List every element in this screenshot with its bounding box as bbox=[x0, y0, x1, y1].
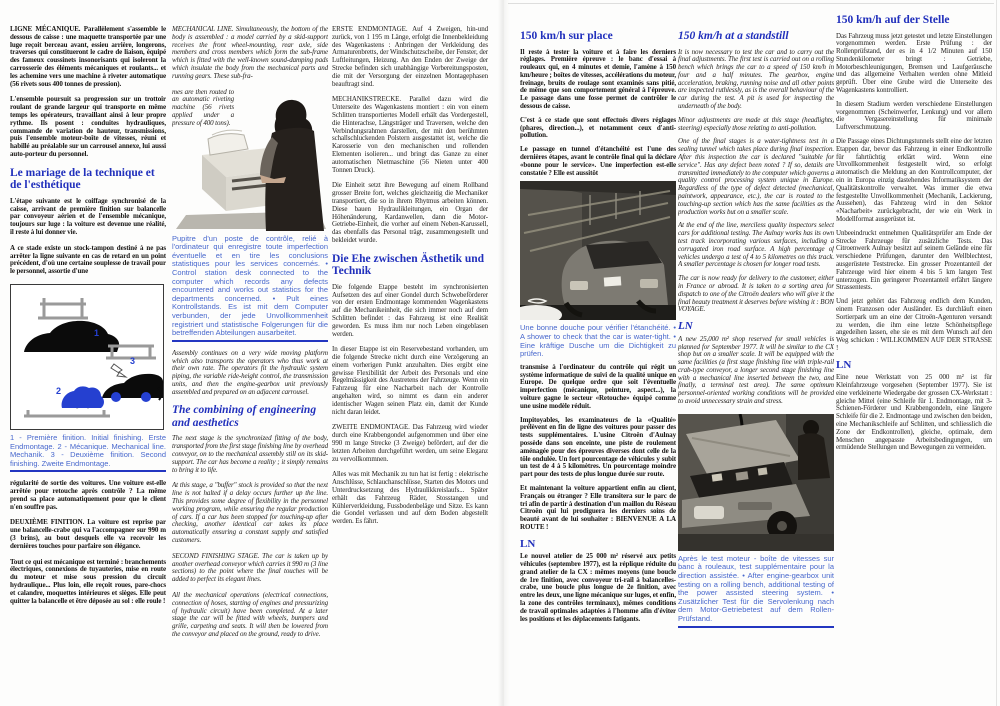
assembly-stages-diagram bbox=[10, 284, 166, 430]
body-paragraph: Das Fahrzeug muss jetzt getestet und letzte Einstellungen vorgenommen werden. Erste Prüfung : der Rollenprüfstand, der es in 4 1/2 Minuten auf 150 Stundenkilometer bringt : Getriebe, Motorbeschleunigungen, Bremsen und Laufgeräusche und das allgemeine Verhalten werden ohne Mitleid geprüft. Über eine Grube wird die Unterseite des Wagenkastens kontrolliert. bbox=[836, 31, 992, 95]
body-paragraph: ZWEITE ENDMONTAGE. Das Fahrzeug wird wieder durch eine Krabbengondel aufgenommen und über eine 990 m lange Strecke (3 Zweige) befördert, auf der die letzten Arbeiten durchgeführt werden, um seine Eleganz zu vervollkommnen. bbox=[332, 423, 488, 463]
body-paragraph: Le nouvel atelier de 25 000 m² réservé aux petits véhicules (septembre 1977), est la réplique réduite du grand atelier de la CX : mêmes moyens (une boucle de 1re finition, avec convoyeur tri-rail à balancelles-crabe, une boucle plus longue de 2e finition, avec entre les deux, une ligne mécanique sur luges, et enfin, la zone des contrôles terminaux), mêmes conditions de travail optimales adaptées à l'homme afin d'éviter les positions et les déplacements fatigants. bbox=[520, 552, 676, 623]
body-paragraph: A ce stade existe un stock-tampon destiné à ne pas arrêter la ligne suivante en cas de retard en un point précédent, d'où une certaine souplesse de travail pour le personnel, assortie d'une bbox=[10, 243, 166, 276]
section-heading-ln: LN bbox=[520, 537, 536, 550]
body-paragraph: MECHANICAL LINE. Simultaneously, the bottom of the body is assembled : a model carried by a skid-support receives the front wheel-mounting, rear axle, side members and cross members which form the sub-frame which is fitted with the well-known sound-damping pads which insulate the body from the mechanical parts and running gears. These sub-fra- bbox=[172, 25, 328, 80]
section-heading: The combining of engineering and aesthetics bbox=[172, 404, 317, 429]
body-paragraph: L'ensemble poursuit sa progression sur un trottoir roulant de grande largeur qui transporte en même temps les opérateurs, travaillant ainsi à leur propre rythme. Ils posent : conduites hydrauliques, commande de variation de hauteur, transmissions, puis l'ensemble moteur-boîte de vitesses, réuni et habillé au préalable sur un carrousel annexe, lui aussi auto-porteur du personnel. bbox=[10, 95, 166, 158]
body-paragraph: transmise à l'ordinateur du contrôle qui régit un système informatique de suivi de la qualité unique en Europe. De quelque ordre que soit l'éventuelle imperfection (mécanique, peinture, aspect...), la voiture gagne le secteur «Retouche» équipé comme une usine modèle réduit. bbox=[520, 362, 676, 410]
body-paragraph: Impitoyables, les examinateurs de la «Qualité» prélèvent en fin de ligne des voitures pour passer des tests supplémentaires. L'usine Citroën d'Aulnay possède dans son enceinte, une piste de roulement aménagée pour des épreuves diverses dont celle de la tôle ondulée. Un fort pourcentage de véhicules y subit un test de 4 à 5 kilomètres. Un pourcentage moindre part pour des tests de plus longue durée sur route. bbox=[520, 415, 676, 479]
photo-caption: Après le test moteur - boîte de vitesses sur banc à rouleaux, test supplémentaire pour la direction assistée. • After engine-gearbox unit testing on a rolling bench, additional testing of the power assisted steering system. • Zusätzlicher Test für die Servolenkung nach dem Motor-Getriebetest auf dem Rollen-Prüfstand. bbox=[678, 553, 834, 624]
section-heading: Die Ehe zwischen Ästhetik und Technik bbox=[332, 252, 485, 278]
diagram-number-1: 1 bbox=[94, 327, 100, 338]
body-paragraph: C'est à ce stade que sont effectués divers réglages (phares, direction...), et notamment ceux d'anti-pollution. bbox=[520, 115, 676, 140]
body-paragraph: régularité de sortie des voitures. Une voiture est-elle arrêtée pour retouche après contrôle ? La même prend sa place automatiquement pour que le client n'en souffre pas. bbox=[10, 479, 166, 511]
column-english-right bbox=[678, 0, 834, 706]
body-paragraph: L'étape suivante est le coiffage synchronisé de la caisse, arrivant de première finition sur balancelle par convoyeur aérien et de l'ensemble mécanique, toujours sur luge : la voiture est devenue une réalité, il reste à lui donner vie. bbox=[10, 196, 166, 236]
diagram-number-3: 3 bbox=[130, 355, 136, 366]
body-paragraph: It is now necessary to test the car and to carry out the final adjustments. The first test is carried out on a rolling bench which brings the car to a speed of 150 km/h in four and a half minutes. The gearbox, engine acceleration, braking, running noise and all other points are inspected ruthlessly, as is the overall behaviour of the car during the test. A pit is used for inspecting the underneath of the body. bbox=[678, 47, 834, 111]
control-station-photo bbox=[172, 89, 328, 231]
body-paragraph: Assembly continues on a very wide moving platform which also transports the operators who thus work at their own rate. The operators fit the hydraulic system piping, the variable ride-height control, the transmission units, and then the engine-gearbox unit previously assembled and prepared on an adjacent carrousel. bbox=[172, 348, 328, 396]
body-paragraph: At the end of the line, merciless quality inspectors select cars for additional testing. The Aulnay works has its own test track incorporating various surfaces, including a corrugated iron road surface. A high percentage of vehicles undergo a test of 4 to 5 kilometres on this track. A smaller percentage is chosen for longer road tests. bbox=[678, 221, 834, 269]
body-paragraph: Und jetzt gehört das Fahrzeug endlich dem Kunden, einem Franzosen oder Ausländer. Es durchläuft einen Sortierpark um an eine der Citroën-Agenturen versandt zu werden, die ihm eine letzte Schönheitspflege angedeihen lassen, ehe sie es mit dem Wunsch auf den Weg schicken : WILLKOMMEN AUF DER STRASSE ! bbox=[836, 297, 992, 352]
body-paragraph: ERSTE ENDMONTAGE. Auf 4 Zweigen, hin-und zurück, von 1 195 m Länge, erfolgt die Innenbekleidung des Wagenkastens : Anbringen der Verkleidung des Armaturenbretts, der Windschutzscheibe, der Fenster, der Luftleitungen, Heizung. An den Enden der Zweige der Strecke befinden sich unabhängige Vorbereitungsposten, die mit der Versorgung der einzelnen Montagephasen beauftragt sind. bbox=[332, 25, 488, 88]
body-paragraph: Die Einheit setzt ihre Bewegung auf einem Rollband grosser Breite fort, welches gleichzeitig die Mechaniker transportiert, die so in ihrem Rhytmus arbeiten können. Diese bauen Hydraulikleitungen, ein Organ der Höhenänderung, Kardanwellen, dann die Motor-Getriebe-Einheit, die vorher auf einem Neben-Karussell, das ebenfalls das Personal trägt, zusammengestellt und bekleidet wurde. bbox=[332, 181, 488, 244]
body-paragraph: At this stage, a "buffer" stock is provided so that the next line is not halted if a delay occurs further up the line. This provides some degree of flexibility in the personnel working program, while ensuring the regular production of cars. If a car has been stopped for touching-up after checking, another identical car takes its place automatically ensuring a constant supply and satisfied customers. bbox=[172, 481, 328, 545]
column-german bbox=[332, 0, 488, 706]
body-paragraph: Eine neue Werkstatt von 25 000 m² ist für Kleinfahrzeuge vorgesehen (September 1977). Sie ist eine verkleinerte Wiedergabe der grossen CX-Werkstatt : gleiche Mittel (eine Schleife für 1. Endmontage, mit 3-Schienen-Förderer und Krabbengondeln, eine längere Schleife für die 2. Endmontage und zwischen den beiden, eine Mechanikschleife auf Schlitten, und schliesslich die Zone der Endkontrollen), gleiche, optimale, dem Menschen angepasste Arbeitsbedingungen, um ermüdende Stellungen und Bewegungen zu vermeiden. bbox=[836, 373, 992, 452]
page-edge-right bbox=[996, 0, 997, 706]
body-paragraph: LIGNE MÉCANIQUE. Parallèlement s'assemble le dessous de caisse : une maquette transportée par une luge reçoit berceau avant, essieu arrière, longerons, traverses qui constitueront le cadre de liaison, équipé des fameux coussinets insonorisants qui isoleront la carrosserie des éléments mécaniques et roulants... et les achemine vers une machine à riveter automatique (56 rivets sous 400 tonnes de pression). bbox=[10, 25, 166, 88]
page-fold bbox=[498, 0, 510, 706]
body-paragraph: The car is now ready for delivery to the customer, either in France or abroad. It is taken to a sorting area for dispatch to one of the Citroën dealers who will give it the final beauty treatment it deserves before wishing it : BON VOYAGE. bbox=[678, 274, 834, 314]
body-paragraph: Unbeeindruckt entnehmen Qualitätsprüfer am Ende der Strecke Fahrzeuge für zusätzliche Tests. Das Citroenwerk Aulnay besitzt auf seinem Gelände eine für verschiedene Prüfungen, darunter den Wellblechtest, ausgerüstete Teststrecke. Ein grosser Prozentanteil der Fahrzeuge wird hier einem 4 bis 5 km langen Test unterzogen. Ein geringerer Prozentanteil erfährt längere Strassentests. bbox=[836, 228, 992, 292]
section-heading-ln: LN bbox=[836, 358, 852, 371]
caption-rule bbox=[10, 470, 166, 472]
body-paragraph: In dieser Etappe ist ein Reservebestand vorhanden, um die folgende Strecke nicht durch eine Verzögerung an einem vorherigen Punkt anzuhalten. Dies ergibt eine gewisse Flexibilität der Arbeit des Personals und eine Regelmässigkeit des Austretens der Fahrzeuge. Wenn ein Fahrzeug für eine Nacharbeit nach der Kontrolle angehalten wird, so nimmt es dann ein anderer identischer Wagen seinen Platz ein, damit der Kunde nicht daran leidet. bbox=[332, 345, 488, 416]
water-test-photo bbox=[520, 181, 676, 320]
column-german-right bbox=[836, 0, 992, 706]
body-paragraph: SECOND FINISHING STAGE. The car is taken up by another overhead conveyor which carries it 990 m (3 line sections) to the point where the final touches will be added to perfect its elegant lines. bbox=[172, 551, 328, 584]
body-paragraph: In diesem Stadium werden verschiedene Einstellungen vorgenommen (Scheinwerfer, Lenkung) und vor allem die Vergasereinstellung für minimale Luftverschmutzung. bbox=[836, 99, 992, 132]
body-paragraph: Il reste à tester la voiture et à faire les derniers réglages. Première épreuve : le banc d'essai à rouleaux qui, en 4 minutes et demie, l'amène à 150 km/heure ; boîtes de vitesses, accélérations du moteur, freinage, bruits de roulage sont examinés sans pitié, de même que son comportement général à l'épreuve. Le passage dans une fosse permet de contrôler le dessous de caisse. bbox=[520, 47, 676, 111]
photo-caption: Pupitre d'un poste de contrôle, relié à l'ordinateur qui enregistre toute imperfection éventuelle et en tire les conclusions statistiques pour les services concernés. • Control station desk connected to the computer which records any defects encountered and works out statistics for the departments concerned. • Pult eines Kontrollstands. Es ist mit dem Computer verbunden, der jede Unvollkommenheit registriert und statistische Folgerungen für die betreffenden Abteilungen ausarbeitet. bbox=[172, 233, 328, 338]
body-paragraph: All the mechanical operations (electrical connections, connection of hoses, starting of engines and pressurizing of hydraulic circuit) have been completed. At a later stage the car will be fitted with wheels, bumpers and grille, carpeting and seats. It will then be lowered from the conveyor and placed on the ground, ready to drive. bbox=[172, 591, 328, 639]
body-paragraph: Die Passage eines Dichtungstunnels stellt eine der letzten Etappen dar, bevor das Fahrzeug in einer Endkontrolle für fahrtüchtig erklärt wird. Wenn eine Unvollkommenheit festgestellt wird, so erfolgt automatisch die Meldung an den Kontrollcomputer, der ein in Europa einzig dastehendes Informatiksystem der Qualitätskontrolle verwaltet. Was immer die etwa festgestellte Unvollkommenheit (Mechanik, Lackierung, Aussehen), das Fahrzeug wird in den Sektor «Nacharbeit» zurückgebracht, der wie ein Werk in Modellformat ausgerüstet ist. bbox=[836, 137, 992, 224]
body-paragraph: Et maintenant la voiture appartient enfin au client, Français ou étranger ? Elle transitera sur le parc de tri afin de partir à destination d'un maillon du Réseau Citroën qui lui prodiguera les derniers soins de beauté avant de lui souhaiter : BIENVENUE A LA ROUTE ! bbox=[520, 483, 676, 531]
headlight bbox=[694, 506, 724, 519]
column-french-right bbox=[520, 0, 676, 706]
diagram-number-2: 2 bbox=[56, 385, 62, 396]
steering-test-photo bbox=[678, 414, 834, 551]
body-paragraph: DEUXIÈME FINITION. La voiture est reprise par une balancelle-crabe qui va l'accompagner sur 990 m (3 brins), au bout desquels elle va recevoir les dernières touches pour parfaire son élégance. bbox=[10, 518, 166, 550]
body-paragraph: Tout ce qui est mécanique est terminé : branchements électriques, connexions de tuyauteries, mise en route du moteur et mise sous pression du circuit hydraulique... Plus loin, elle reçoit roues, pare-chocs et calandre, moquettes intérieures et sièges. Elle peut quitter la balancelle et être déposée au sol : elle roule ! bbox=[10, 557, 166, 605]
section-heading-ln: LN bbox=[678, 320, 693, 333]
body-paragraph: Alles was mit Mechanik zu tun hat ist fertig : elektrische Anschlüsse, Schlauchanschlüsse, Starten des Motors und Unterdrucksetzung des Hydraulikkreislaufs... Später erhält das Fahrzeug Räder, Stosstangen und Kühlerverkleidung, Fussbodenbeläge und Sitze. Es kann die Gondel verlassen und auf dem Boden abgestellt werden. Es fährt. bbox=[332, 470, 488, 526]
body-paragraph: Minor adjustments are made at this stage (headlights, steering) especially those relating to anti-pollution. bbox=[678, 115, 834, 132]
column-french bbox=[10, 0, 166, 706]
photo-caption: Une bonne douche pour vérifier l'étanchéité. • A shower to check that the car is water-tight. • Eine kräftige Dusche um die Dichtigkeit zu prüfen. bbox=[520, 323, 676, 359]
body-paragraph: The next stage is the synchronized fitting of the body, transported from the first stage finishing line by overhead conveyor, on to the mechanical assembly still on its skid-support. The car has become a reality ; it simply remains to bring it to life. bbox=[172, 434, 328, 474]
body-paragraph: Le passage en tunnel d'étanchéité est l'une des dernières étapes, avant le contrôle final qui la déclare «bonne pour le service». Une imperfection est-elle constatée ? Elle est aussitôt bbox=[520, 145, 676, 177]
hood-label bbox=[604, 277, 622, 287]
body-paragraph: Die folgende Etappe besteht im synchronisierten Aufsetzen des auf einer Gondel durch Schwebeförderer von der ersten Endmontage kommenden Wagenkastens auf die Mechanikeinheit, die sich immer noch auf dem Schlitten befindet : das Fahrzeug ist eine Realität geworden. Es muss ihm nur noch Leben eingeblasen werden. bbox=[332, 282, 488, 338]
body-paragraph: mes are then routed to an automatic riveting machine (56 rivets applied under a pressure of 400 tons). bbox=[172, 87, 234, 127]
section-heading: Le mariage de la technique et de l'esthétique bbox=[10, 166, 155, 192]
section-heading: 150 km/h auf der Stelle bbox=[836, 14, 950, 26]
photo-caption: 1 - Première finition. Initial finishing. Erste Endmontage. 2 - Mécanique. Mechanical line. Mechanik. 3 - Deuxième finition. Second finishing. Zweite Endmontage. bbox=[10, 432, 166, 468]
caption-rule bbox=[172, 340, 328, 342]
caption-rule bbox=[678, 626, 834, 628]
body-paragraph: A new 25,000 m² shop reserved for small vehicles is planned for September 1977. It will be similar to the CX shop but on a smaller scale. It will be equipped with the same facilities (a first stage finishing line with triple-rail crab-type conveyor, a longer second stage finishing line with a mechanical line inserted between the two, and finally, a terminal test area). The same optimum personnel-oriented working conditions will be provided to avoid unnecessary strain and stress. bbox=[678, 334, 834, 406]
section-heading: 150 km/h at a standstill bbox=[678, 30, 789, 42]
column-english bbox=[172, 0, 328, 706]
body-paragraph: MECHANIKSTRECKE. Parallel dazu wird die Unterseite des Wagenkastens montiert : ein von einem Schlitten transportiertes Modell erhält das Vordergestell, die Hinterachse, Längsträger und Traversen, welche den Verbindungsrahmen darstellen, der mit den berühmten schallschluckenden Polstern ausgestattet ist, welche die Karosserie von den mechanischen und rollenden Elementen isolieren... und bringt das Ganze zu einer automatischen Nietmaschine (56 Nieten unter 400 Tonnen Druck). bbox=[332, 95, 488, 174]
section-heading: 150 km/h sur place bbox=[520, 30, 613, 42]
body-paragraph: One of the final stages is a water-tightness test in a sealing tunnel which takes place during final inspection. After this inspection the car is declared "suitable for service". Has any defect been noted ? If so, details are transmitted immediately to the computer which governs a quality control processing system unique in Europe. Regardless of the type of defect detected (mechanical, paintwork, appearance, etc.), the car is routed to the touching-up section which has the same facilities as the production works but on a smaller scale. bbox=[678, 137, 834, 216]
